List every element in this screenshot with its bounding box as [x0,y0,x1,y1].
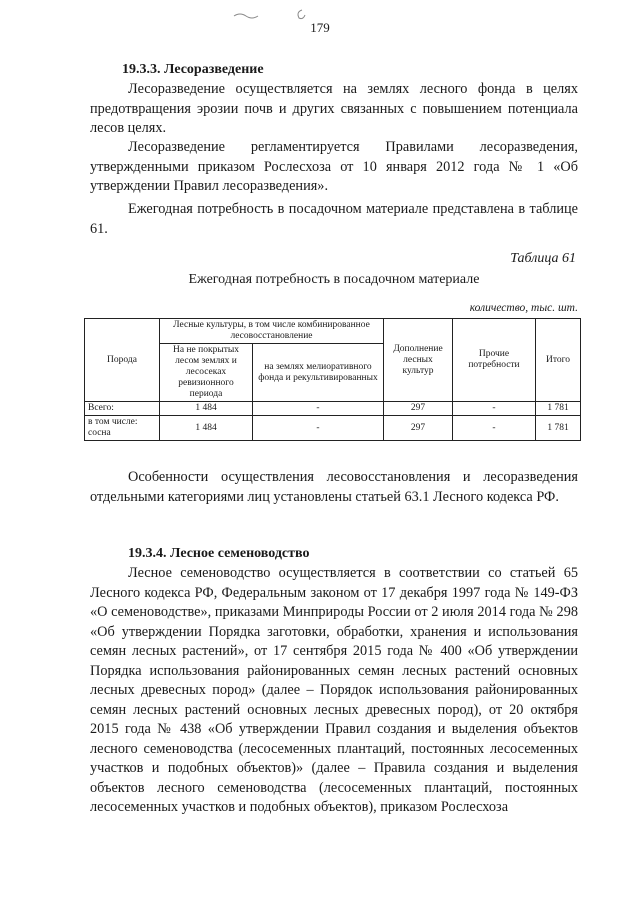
section-heading-afforestation: 19.3.3. Лесоразведение [122,62,264,77]
header-supplement: Дополнение лесных культур [384,319,453,402]
header-forest-crops: Лесные культуры, в том числе комбинированное лесовосстановление [160,319,384,344]
table-title: Ежегодная потребность в посадочном материале [188,272,480,287]
table-row [85,416,581,441]
cell-total: 1 781 [536,416,581,441]
table-row [85,402,581,416]
cell-not-covered: 1 484 [160,416,253,441]
cell-supplement: 297 [384,416,453,441]
header-other: Прочие потребности [453,319,536,402]
row-label: в том числе: сосна [85,416,160,441]
header-not-covered: На не покрытых лесом землях и лесосеках ревизионного периода [160,344,253,402]
cell-not-covered: 1 484 [160,402,253,416]
paragraph: Лесоразведение регламентируется Правилами лесоразведения, утвержденными приказом Рослесхоза от 10 января 2012 года № 1 «Об утверждении Правил лесоразведения». [90,139,578,194]
table-units: количество, тыс. шт. [469,302,578,314]
cell-other: - [453,416,536,441]
paragraph: Лесное семеноводство осуществляется в соответствии со статьей 65 Лесного кодекса РФ, Федеральным законом от 17 декабря 1997 года № 149-ФЗ «О семеноводстве», приказами Минприроды России от 2 июля 2014 года № 298 «Об утверждении Порядка заготовки, обработки, хранения и использования семян лесных растений», от 17 сентября 2015 года № 400 «Об утверждении Порядка использования районированных семян лесных растений основных лесных древесных пород» (далее – Порядок использования районированных семян лесных растений основных лесных древесных пород), от 20 октября 2015 года № 438 «Об утверждении Правил создания и выделения объектов лесного семеноводства (лесосеменных плантаций, постоянных лесосеменных участков и подобных объектов)» (далее – Правила создания и выделения объектов лесного семеноводства (лесосеменных плантаций, постоянных лесосеменных участков и подобных объектов), приказом Рослесхоза [90,565,578,815]
section-heading-seed-production: 19.3.4. Лесное семеноводство [128,546,310,561]
header-melioration: на землях мелиоративного фонда и рекультивированных [253,344,384,402]
row-label: Всего: [85,402,160,416]
header-breed: Порода [85,319,160,402]
table-number: Таблица 61 [510,251,576,266]
planting-material-table [84,318,581,441]
paragraph: Особенности осуществления лесовосстановления и лесоразведения отдельными категориями лиц установлены статьей 63.1 Лесного кодекса РФ. [90,469,578,505]
cell-other: - [453,402,536,416]
header-total: Итого [536,319,581,402]
page-number: 179 [310,20,330,35]
cell-supplement: 297 [384,402,453,416]
cell-total: 1 781 [536,402,581,416]
paragraph: Лесоразведение осуществляется на землях лесного фонда в целях предотвращения эрозии почв и других связанных с повышением потенциала лесов целях. [90,81,578,136]
paragraph: Ежегодная потребность в посадочном материале представлена в таблице 61. [90,201,578,237]
cell-melioration: - [253,402,384,416]
cell-melioration: - [253,416,384,441]
